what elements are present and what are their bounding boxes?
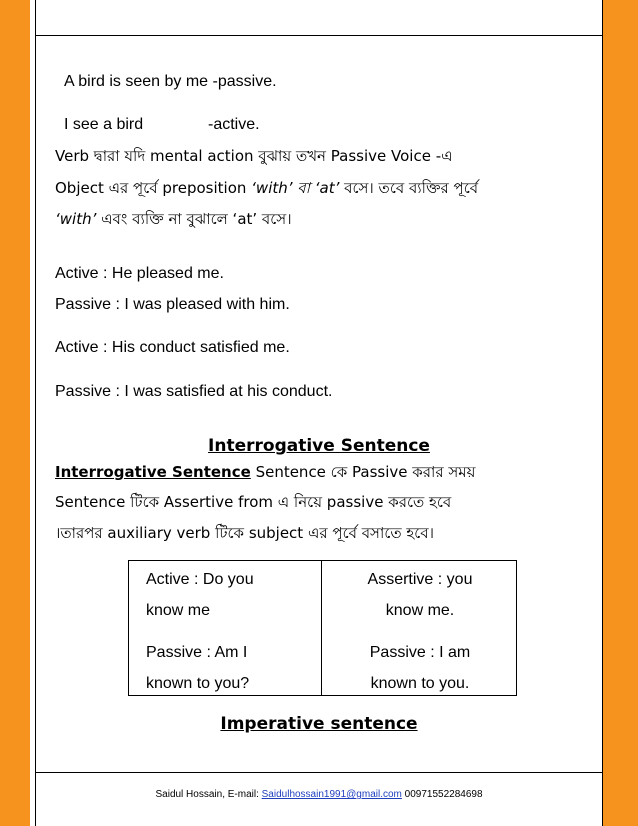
table-cell-r2c2-line1: Passive : I am [369,644,471,661]
interrogative-line-2: Sentence টিকে Assertive from এ নিয়ে passive করতে হবে [55,493,452,511]
table-cell-r1c2 [322,564,518,626]
rule-para-line-2-a: Object এর পূর্বে preposition [55,179,252,197]
interrogative-heading: Interrogative Sentence [208,436,430,456]
interrogative-line-1-rest: Sentence কে Passive করার সময় [250,463,476,481]
footer-rule [35,772,603,773]
left-margin-rule [35,0,36,826]
example-2: Passive : I was pleased with him. [55,296,290,313]
interrogative-line-1-bold: Interrogative Sentence [55,463,251,481]
table-cell-r2c1-line2: known to you? [146,675,250,692]
right-orange-border [603,0,638,826]
example-active-tag: -active. [208,116,260,133]
example-passive-line: A bird is seen by me -passive. [64,73,277,90]
rule-para-line-1: Verb দ্বারা যদি mental action বুঝায় তখন Passive Voice -এ [55,147,453,165]
interrogative-line-1 [55,462,475,482]
example-1: Active : He pleased me. [55,265,224,282]
rule-para-line-2 [55,178,478,198]
table-cell-r1c2-line1: Assertive : you [367,571,473,588]
footer-author: Saidul Hossain, E-mail: [155,789,262,800]
right-margin-rule [602,0,603,826]
interrogative-line-3: ।তারপর auxiliary verb টিকে subject এর পূর্বে বসাতে হবে। [55,524,434,542]
example-4: Passive : I was satisfied at his conduct. [55,383,333,400]
table-cell-r2c2 [322,637,518,699]
table-cell-r1c1 [146,564,254,626]
imperative-heading: Imperative sentence [220,714,418,734]
rule-para-line-2-b: ‘with’ বা ‘at’ [251,179,340,197]
rule-para-line-3 [55,209,292,229]
table-cell-r2c1 [146,637,249,699]
example-3: Active : His conduct satisfied me. [55,339,290,356]
top-margin-rule [35,35,603,36]
footer-phone: 00971552284698 [401,789,483,800]
example-active-line [64,115,260,135]
table-cell-r1c1-line2: know me [146,602,211,619]
page-footer [36,788,602,802]
table-cell-r1c1-line1: Active : Do you [146,571,254,588]
table-cell-r2c2-line2: known to you. [370,675,470,692]
rule-para-line-3-b: এবং ব্যক্তি না বুঝালে ‘at’ বসে। [96,210,292,228]
table-cell-r2c1-line1: Passive : Am I [146,644,248,661]
footer-email-link[interactable]: Saidulhossain1991@gmail.com [261,789,402,800]
example-table [128,560,517,696]
rule-para-line-2-c: বসে। তবে ব্যক্তির পূর্বে [339,179,479,197]
left-orange-border [0,0,30,826]
example-active-text: I see a bird [64,116,144,133]
rule-para-line-3-a: ‘with’ [55,210,97,228]
table-cell-r1c2-line2: know me. [385,602,455,619]
